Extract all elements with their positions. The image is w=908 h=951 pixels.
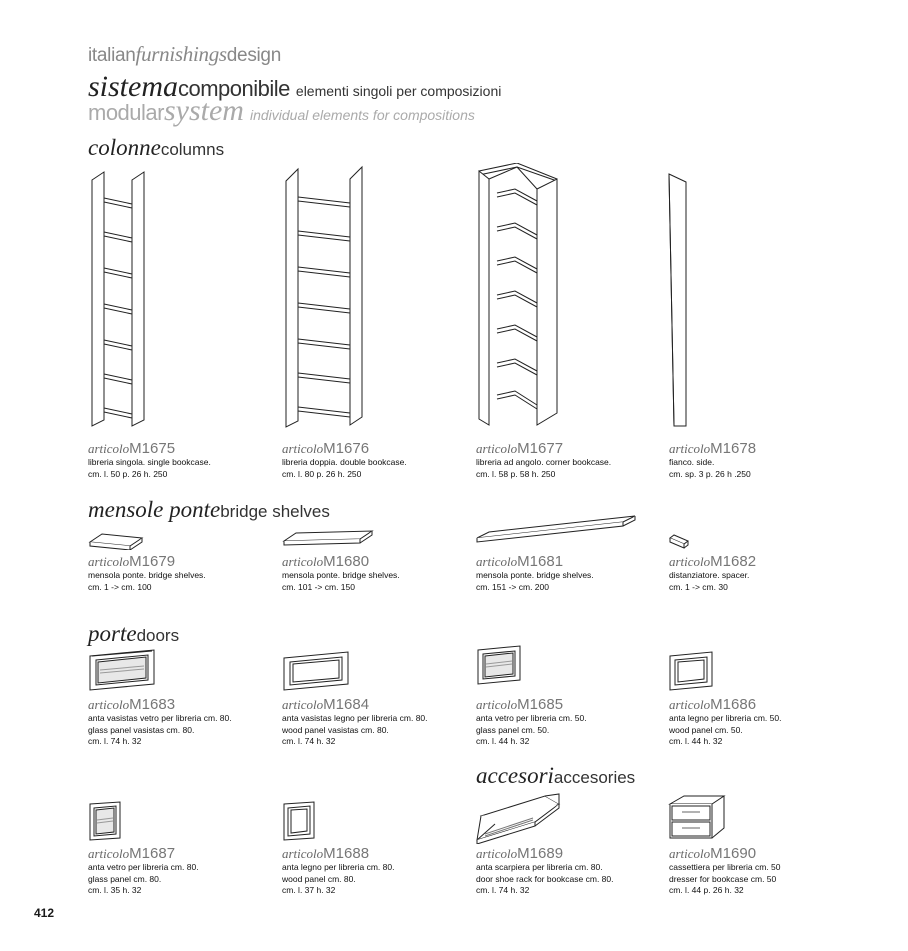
product-desc-2: dresser for bookcase cm. 50 [669, 873, 777, 884]
product-desc-2: glass panel cm. 80. [88, 873, 162, 884]
product-m1676 [282, 441, 472, 480]
product-m1680 [282, 554, 472, 593]
product-desc-3: cm. l. 37 h. 32 [282, 885, 336, 895]
product-desc-3: cm. l. 74 h. 32 [476, 885, 530, 895]
product-code-value: M1682 [710, 553, 757, 570]
product-desc-3: cm. l. 74 h. 32 [88, 736, 142, 746]
product-desc-2: cm. 1 -> cm. 100 [88, 581, 152, 592]
product-code-value: M1686 [710, 696, 757, 713]
product-code [476, 554, 666, 570]
title-componibile: componibile [178, 76, 290, 101]
product-code [476, 697, 666, 713]
product-desc-1: anta vetro per libreria cm. 50. [476, 713, 587, 723]
product-desc-2: cm. 101 -> cm. 150 [282, 581, 355, 592]
product-m1688 [282, 846, 472, 897]
product-code-value: M1683 [129, 696, 176, 713]
article-label: articolo [476, 697, 518, 712]
article-label: articolo [282, 554, 324, 569]
product-m1686 [669, 697, 859, 748]
double-bookcase-drawing [282, 163, 372, 431]
product-code [669, 697, 859, 713]
section-bridge-en: bridge shelves [220, 502, 330, 521]
article-label: articolo [476, 554, 518, 569]
product-desc-2: glass panel vasistas cm. 80. [88, 724, 195, 735]
small-glass-door-drawing [88, 800, 124, 842]
product-code-value: M1676 [323, 440, 370, 457]
small-wood-door-drawing [282, 800, 318, 842]
product-desc-1: mensola ponte. bridge shelves. [282, 570, 400, 580]
section-doors-en: doors [136, 626, 180, 645]
article-label: articolo [282, 846, 324, 861]
product-code [88, 554, 278, 570]
product-desc-1: mensola ponte. bridge shelves. [88, 570, 206, 580]
product-desc-1: libreria ad angolo. corner bookcase. [476, 457, 612, 467]
page-number: 412 [34, 906, 55, 920]
product-code [476, 441, 666, 457]
product-desc-2: wood panel cm. 50. [669, 724, 743, 735]
product-desc-3: cm. l. 35 h. 32 [88, 885, 142, 895]
product-m1689 [476, 846, 666, 897]
section-columns-it: colonne [88, 135, 161, 160]
wood-vasistas-door-drawing [282, 650, 352, 692]
bridge-shelf-short-drawing [88, 530, 144, 550]
section-bridge-it: mensole ponte [88, 497, 221, 522]
glass-vasistas-door-drawing [88, 648, 158, 692]
article-label: articolo [88, 846, 130, 861]
product-desc-1: anta vetro per libreria cm. 80. [88, 862, 199, 872]
article-label: articolo [88, 554, 130, 569]
product-desc-2: cm. 151 -> cm. 200 [476, 581, 549, 592]
product-desc-1: anta scarpiera per libreria cm. 80. [476, 862, 603, 872]
bridge-shelf-medium-drawing [282, 527, 374, 551]
product-desc-3: cm. l. 44 p. 26 h. 32 [669, 885, 744, 895]
product-m1681 [476, 554, 666, 593]
product-code [669, 554, 859, 570]
brand-line [88, 42, 281, 67]
title-system: system [163, 94, 244, 127]
title-subtitle-en: individual elements for compositions [249, 107, 475, 123]
product-m1684 [282, 697, 472, 748]
product-m1682 [669, 554, 859, 593]
product-desc-2: wood panel vasistas cm. 80. [282, 724, 389, 735]
article-label: articolo [88, 697, 130, 712]
product-desc-1: distanziatore. spacer. [669, 570, 750, 580]
product-desc-1: fianco. side. [669, 457, 715, 467]
product-m1679 [88, 554, 278, 593]
brand-italian: italian [88, 45, 136, 66]
spacer-drawing [668, 532, 692, 550]
product-code [476, 846, 666, 862]
section-bridge-heading [88, 497, 330, 523]
article-label: articolo [669, 441, 711, 456]
product-m1677 [476, 441, 666, 480]
article-label: articolo [476, 441, 518, 456]
product-desc-1: anta vasistas legno per libreria cm. 80. [282, 713, 428, 723]
product-desc-3: cm. l. 44 h. 32 [669, 736, 723, 746]
article-label: articolo [669, 846, 711, 861]
product-code-value: M1684 [323, 696, 370, 713]
brand-design: design [226, 45, 281, 66]
product-desc-2: cm. l. 50 p. 26 h. 250 [88, 468, 168, 479]
product-code-value: M1689 [517, 845, 564, 862]
section-accessories-en: accesories [553, 768, 636, 787]
product-code [88, 697, 278, 713]
product-desc-2: door shoe rack for bookcase cm. 80. [476, 873, 614, 884]
product-code [669, 441, 859, 457]
single-bookcase-drawing [88, 168, 150, 430]
section-columns-en: columns [160, 140, 225, 159]
product-code-value: M1687 [129, 845, 176, 862]
title-english [88, 94, 475, 128]
product-m1690 [669, 846, 859, 897]
shoe-rack-door-drawing [475, 790, 561, 844]
dresser-drawing [668, 794, 728, 842]
glass-panel-door-drawing [476, 644, 524, 688]
product-code [88, 441, 278, 457]
product-desc-2: cm. sp. 3 p. 26 h .250 [669, 468, 751, 479]
product-desc-1: cassettiera per libreria cm. 50 [669, 862, 781, 872]
product-m1687 [88, 846, 278, 897]
product-desc-1: libreria doppia. double bookcase. [282, 457, 407, 467]
product-code [88, 846, 278, 862]
product-code-value: M1680 [323, 553, 370, 570]
product-code [282, 554, 472, 570]
product-m1678 [669, 441, 859, 480]
product-m1683 [88, 697, 278, 748]
article-label: articolo [476, 846, 518, 861]
product-desc-2: cm. 1 -> cm. 30 [669, 581, 728, 592]
product-m1685 [476, 697, 666, 748]
article-label: articolo [669, 554, 711, 569]
product-desc-1: anta legno per libreria cm. 80. [282, 862, 395, 872]
article-label: articolo [669, 697, 711, 712]
product-code [282, 441, 472, 457]
product-desc-1: anta legno per libreria cm. 50. [669, 713, 782, 723]
title-sistema: sistema [88, 70, 178, 103]
product-desc-2: wood panel cm. 80. [282, 873, 356, 884]
article-label: articolo [88, 441, 130, 456]
side-panel-drawing [666, 170, 692, 432]
product-desc-2: glass panel cm. 50. [476, 724, 550, 735]
section-doors-heading [88, 621, 179, 647]
product-code-value: M1688 [323, 845, 370, 862]
product-code [282, 697, 472, 713]
bridge-shelf-long-drawing [475, 512, 637, 548]
product-code [282, 846, 472, 862]
title-modular: modular [88, 100, 164, 125]
section-accessories-it: accesori [476, 763, 554, 788]
product-desc-1: anta vasistas vetro per libreria cm. 80. [88, 713, 232, 723]
article-label: articolo [282, 697, 324, 712]
title-subtitle-it: elementi singoli per composizioni [295, 83, 502, 99]
product-code-value: M1681 [517, 553, 564, 570]
product-m1675 [88, 441, 278, 480]
product-code-value: M1690 [710, 845, 757, 862]
section-columns-heading [88, 135, 224, 161]
product-code-value: M1677 [517, 440, 564, 457]
product-desc-1: mensola ponte. bridge shelves. [476, 570, 594, 580]
article-label: articolo [282, 441, 324, 456]
product-code-value: M1679 [129, 553, 176, 570]
product-code [669, 846, 859, 862]
section-accessories-heading [476, 763, 635, 789]
brand-furnishings: furnishings [135, 42, 227, 66]
product-desc-1: libreria singola. single bookcase. [88, 457, 211, 467]
product-desc-2: cm. l. 58 p. 58 h. 250 [476, 468, 556, 479]
wood-panel-door-drawing [668, 650, 716, 692]
product-code-value: M1685 [517, 696, 564, 713]
section-doors-it: porte [88, 621, 137, 646]
product-desc-3: cm. l. 44 h. 32 [476, 736, 530, 746]
product-desc-2: cm. l. 80 p. 26 h. 250 [282, 468, 362, 479]
product-desc-3: cm. l. 74 h. 32 [282, 736, 336, 746]
product-code-value: M1675 [129, 440, 176, 457]
corner-bookcase-drawing [475, 163, 565, 431]
product-code-value: M1678 [710, 440, 757, 457]
